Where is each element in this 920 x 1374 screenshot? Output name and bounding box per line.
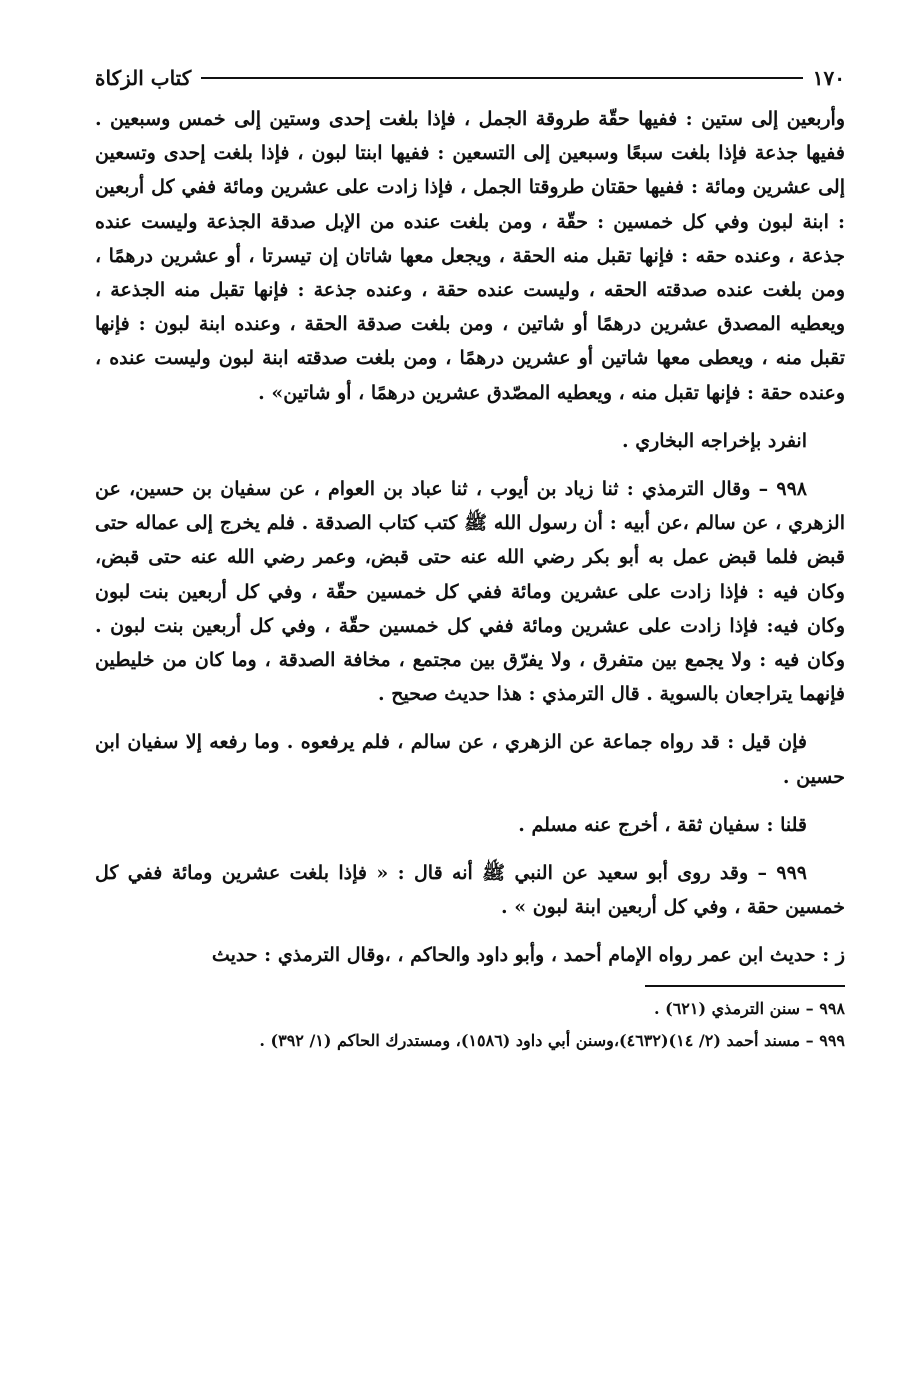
hadith-998: ٩٩٨ – وقال الترمذي : ثنا زياد بن أيوب ، ثنا عباد بن العوام ، عن سفيان بن حسين، عن الزهري ، عن سالم ،عن أبيه : أن رسول الله ﷺ كتب كتاب الصدقة . فلم يخرج إلى عماله حتى قبض فلما قبض عمل به أبو بكر رضي الله عنه حتى قبض، وعمر رضي الله عنه حتى قبض، وكان فيه : فإذا زادت على عشرين ومائة ففي كل خمسين حقّة ، وفي كل أربعين بنت لبون وكان فيه: فإذا زادت على عشرين ومائة ففي كل خمسين حقّة ، وفي كل أربعين بنت لبون . وكان فيه : ولا يجمع بين متفرق ، ولا يفرّق بين مجتمع ، مخافة الصدقة ، وما كان من خليطين فإنهما يتراجعان بالسوية . قال الترمذي : هذا حديث صحيح .: [95, 478, 845, 706]
hadith-999: ٩٩٩ – وقد روى أبو سعيد عن النبي ﷺ أنه قال : « فإذا بلغت عشرين ومائة ففي كل خمسين حقة ، وفي كل أربعين ابنة لبون » .: [95, 862, 845, 919]
footnote-999: ٩٩٩ – مسند أحمد (٢/ ١٤)(٤٦٣٢)،وسنن أبي داود (١٥٨٦)، ومستدرك الحاكم (١/ ٣٩٢) .: [259, 1030, 845, 1050]
book-page: [95, 60, 845, 1320]
page-number: ١٧٠: [812, 66, 845, 90]
footnote-998: ٩٩٨ – سنن الترمذي (٦٢١) .: [653, 998, 845, 1018]
reply-paragraph: قلنا : سفيان ثقة ، أخرج عنه مسلم .: [518, 813, 807, 836]
addendum-paragraph: ز : حديث ابن عمر رواه الإمام أحمد ، وأبو داود والحاكم ، ،وقال الترمذي : حديث: [211, 944, 845, 967]
footnotes: [95, 993, 845, 1057]
page-body: [95, 102, 845, 973]
footnote-divider: [645, 985, 845, 987]
hadith-text-continuation: وأربعين إلى ستين : ففيها حقّة طروقة الجمل ، فإذا بلغت إحدى وستين إلى خمس وسبعين . ففيها جذعة فإذا بلغت سبعًا وسبعين إلى التسعين : ففيها ابنتا لبون ، فإذا بلغت إحدى وتسعين إلى عشرين ومائة : ففيها حقتان طروقتا الجمل ، فإذا زادت على عشرين ومائة ففي كل أربعين : ابنة لبون وفي كل خمسين : حقّة ، ومن بلغت عنده من الإبل صدقة الجذعة وليست عنده جذعة ، وعنده حقه : فإنها تقبل منه الحقة ، ويجعل معها شاتان إن تيسرتا ، أو عشرين درهمًا ، ومن بلغت عنده صدقته الحقه ، وليست عنده حقة ، وعنده جذعة : فإنها تقبل منه الجذعة ، ويعطيه المصدق عشرين درهمًا أو شاتين ، ومن بلغت صدقة الحقة ، وعنده ابنة لبون : فإنها تقبل منه ، ويعطى معها شاتين أو عشرين درهمًا ، ومن بلغت صدقته ابنة لبون وليست عنده ، وعنده حقة : فإنها تقبل منه ، ويعطيه المصّدق عشرين درهمًا ، أو شاتين» .: [95, 108, 845, 404]
objection-paragraph: فإن قيل : قد رواه جماعة عن الزهري ، عن سالم ، فلم يرفعوه . وما رفعه إلا سفيان ابن حسين .: [95, 731, 845, 788]
page-header: [95, 60, 845, 96]
header-rule: [201, 77, 803, 79]
narration-note: انفرد بإخراجه البخاري .: [622, 429, 807, 452]
book-title: كتاب الزكاة: [95, 66, 192, 90]
